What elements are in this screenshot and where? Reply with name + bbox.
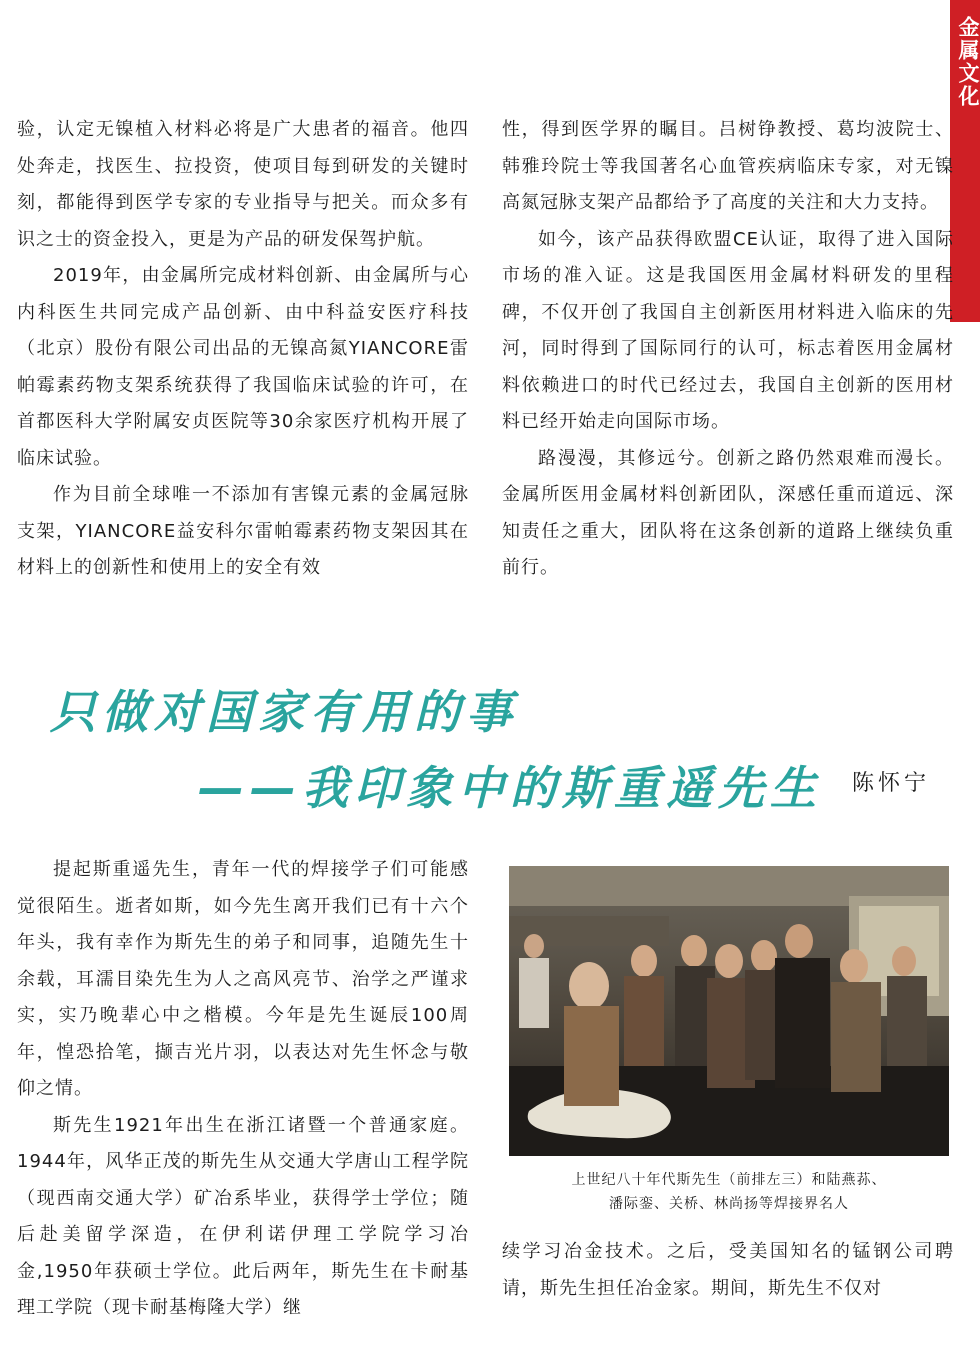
paragraph: 斯先生1921年出生在浙江诸暨一个普通家庭。1944年，风华正茂的斯先生从交通大学唐山工程学院（现西南交通大学）矿冶系毕业，获得学士学位；随后赴美留学深造，在伊利诺伊理工学院学习冶金,1950年获硕士学位。此后两年，斯先生在卡耐基理工学院（现卡耐基梅隆大学）继 xyxy=(17,1114,469,1318)
paragraph: 续学习冶金技术。之后，受美国知名的锰钢公司聘请，斯先生担任冶金家。期间，斯先生不仅对 xyxy=(502,1241,954,1299)
photo-illustration xyxy=(509,866,949,1156)
article1-column-right xyxy=(502,112,954,587)
photo-caption xyxy=(509,1168,949,1216)
article2-title: 只做对国家有用的事 xyxy=(50,685,518,739)
paragraph: 性，得到医学界的瞩目。吕树铮教授、葛均波院士、韩雅玲院士等我国著名心血管疾病临床专家，对无镍高氮冠脉支架产品都给予了高度的关注和大力支持。 xyxy=(502,119,954,213)
photo-caption-line: 上世纪八十年代斯先生（前排左三）和陆燕荪、 xyxy=(571,1172,887,1188)
paragraph: 验，认定无镍植入材料必将是广大患者的福音。他四处奔走，找医生、拉投资，使项目每到研发的关键时刻，都能得到医学专家的专业指导与把关。而众多有识之士的资金投入，更是为产品的研发保驾护航。 xyxy=(17,119,469,250)
article2-column-right xyxy=(502,1234,954,1307)
paragraph: 作为目前全球唯一不添加有害镍元素的金属冠脉支架，YIANCORE益安科尔雷帕霉素药物支架因其在材料上的创新性和使用上的安全有效 xyxy=(17,484,469,578)
paragraph: 如今，该产品获得欧盟CE认证，取得了进入国际市场的准入证。这是我国医用金属材料研发的里程碑，不仅开创了我国自主创新医用材料进入临床的先河，同时得到了国际同行的认可，标志着医用金属材料依赖进口的时代已经过去，我国自主创新的医用材料已经开始走向国际市场。 xyxy=(502,228,954,432)
photo-caption-line: 潘际銮、关桥、林尚扬等焊接界名人 xyxy=(609,1196,849,1212)
paragraph: 提起斯重遥先生，青年一代的焊接学子们可能感觉很陌生。逝者如斯，如今先生离开我们已有十六个年头，我有幸作为斯先生的弟子和同事，追随先生十余载，耳濡目染先生为人之高风亮节、治学之严谨求实，实乃晚辈心中之楷模。今年是先生诞辰100周年，惶恐拾笔，撷吉光片羽，以表达对先生怀念与敬仰之情。 xyxy=(17,859,469,1099)
author-name: 陈怀宁 xyxy=(852,771,931,796)
historical-group-photo xyxy=(509,866,949,1156)
article2-column-left xyxy=(17,852,469,1327)
article2-subtitle: ——我印象中的斯重遥先生 xyxy=(198,761,822,815)
paragraph: 2019年，由金属所完成材料创新、由金属所与心内科医生共同完成产品创新、由中科益安医疗科技（北京）股份有限公司出品的无镍高氮YIANCORE雷帕霉素药物支架系统获得了我国临床试验的许可，在首都医科大学附属安贞医院等30余家医疗机构开展了临床试验。 xyxy=(17,265,469,469)
side-tab-label: 金属文化 xyxy=(956,16,980,108)
article1-column-left xyxy=(17,112,469,587)
paragraph: 路漫漫，其修远兮。创新之路仍然艰难而漫长。金属所医用金属材料创新团队，深感任重而道远、深知责任之重大，团队将在这条创新的道路上继续负重前行。 xyxy=(502,447,954,578)
